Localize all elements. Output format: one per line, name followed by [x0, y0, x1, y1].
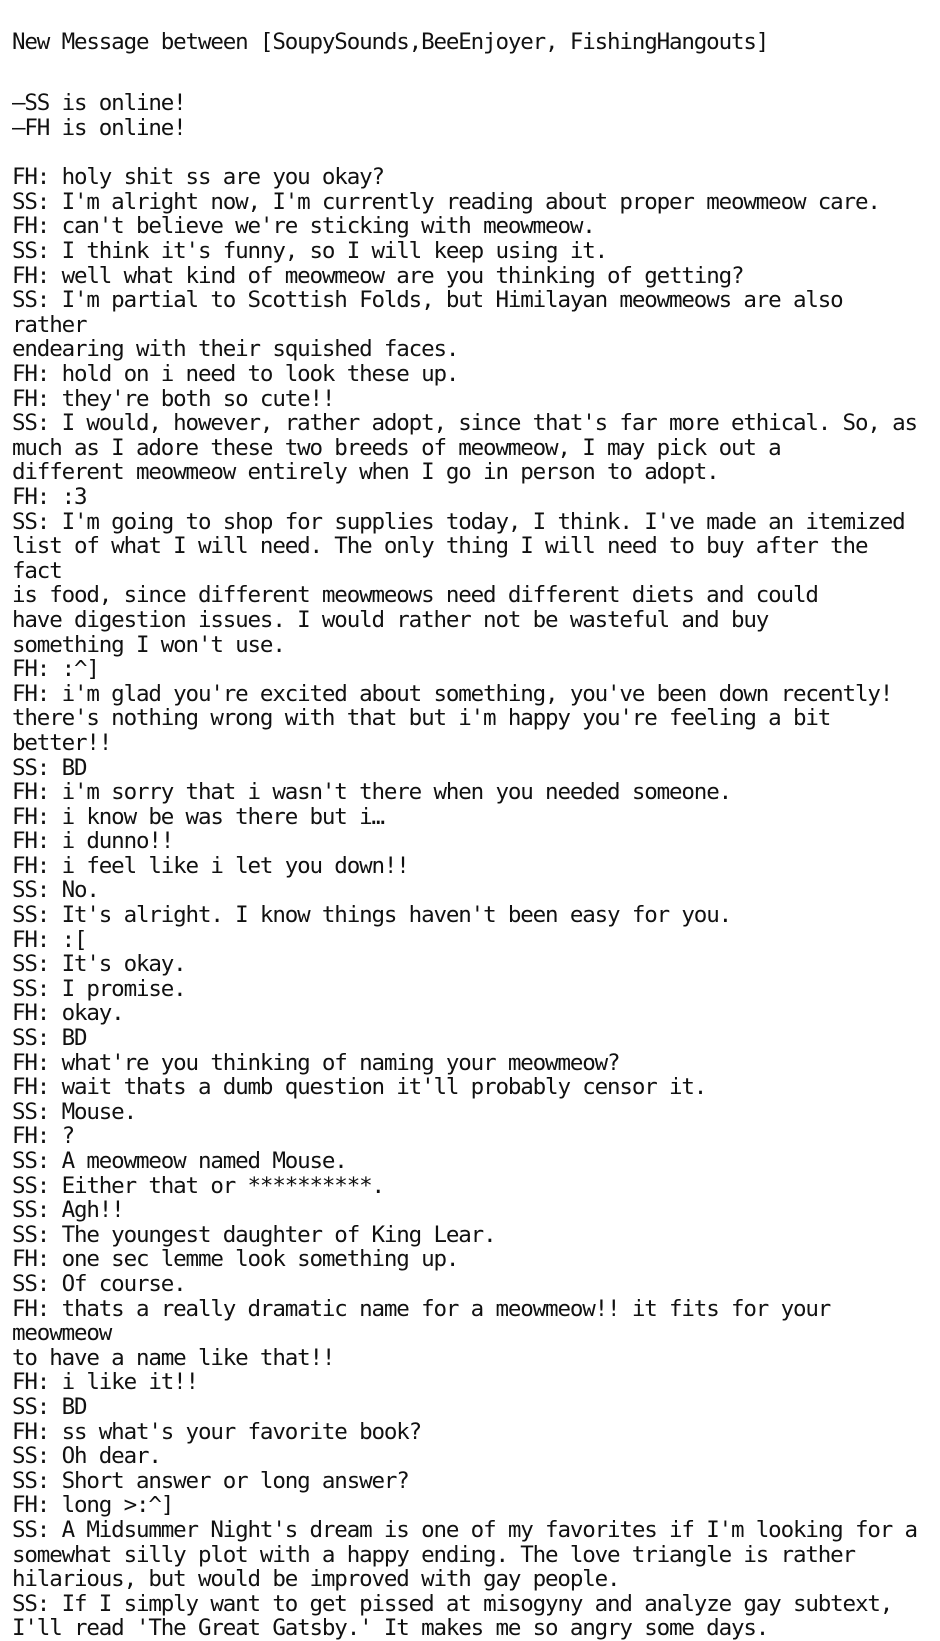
message-speaker: FH — [12, 680, 37, 707]
speaker-separator: : — [36, 975, 62, 1002]
message-text: BD — [61, 1025, 87, 1052]
status-list — [12, 91, 928, 140]
speaker-separator: : — [36, 213, 62, 240]
chat-message — [12, 878, 928, 903]
chat-message — [12, 362, 928, 387]
message-text: I promise. — [61, 975, 186, 1002]
message-text: hold on i need to look these up. — [61, 361, 459, 388]
chat-message — [12, 805, 928, 830]
speaker-separator: : — [36, 1197, 62, 1224]
chat-message — [12, 1370, 928, 1395]
chat-message — [12, 1395, 928, 1420]
speaker-separator: : — [36, 877, 62, 904]
message-speaker: SS — [12, 1443, 37, 1470]
speaker-separator: : — [36, 1000, 62, 1027]
chat-message — [12, 485, 928, 510]
chat-message — [12, 854, 928, 879]
message-speaker: FH — [12, 1000, 37, 1027]
message-text: Either that or **********. — [61, 1172, 384, 1199]
speaker-separator: : — [36, 1172, 62, 1199]
message-speaker: SS — [12, 238, 37, 265]
chat-message — [12, 1592, 928, 1641]
chat-message — [12, 1493, 928, 1518]
message-speaker: FH — [12, 1074, 37, 1101]
message-speaker: FH — [12, 1418, 37, 1445]
message-text: ss what's your favorite book? — [61, 1418, 422, 1445]
speaker-separator: : — [36, 1049, 62, 1076]
message-speaker: SS — [12, 1393, 37, 1420]
message-text: I'm going to shop for supplies today, I think. I've made an itemized list of what I will need. The only thing I will need to buy after the fact is food, since different meowmeows need different diets and could have digestion issues. I would rather not be wasteful and buy something I won't use. — [12, 508, 905, 658]
message-text: ? — [61, 1123, 74, 1150]
speaker-separator: : — [36, 951, 62, 978]
speaker-separator: : — [36, 1467, 62, 1494]
message-text: can't believe we're sticking with meowmeow. — [61, 213, 595, 240]
message-text: Of course. — [61, 1270, 186, 1297]
speaker-separator: : — [36, 1516, 62, 1543]
chat-message — [12, 239, 928, 264]
chat-message — [12, 977, 928, 1002]
speaker-separator: : — [36, 902, 62, 929]
message-speaker: FH — [12, 262, 37, 289]
chat-message — [12, 190, 928, 215]
chat-message — [12, 165, 928, 190]
message-speaker: FH — [12, 656, 37, 683]
chat-message — [12, 1223, 928, 1248]
message-text: one sec lemme look something up. — [61, 1246, 459, 1273]
chat-message — [12, 780, 928, 805]
speaker-separator: : — [36, 1123, 62, 1150]
speaker-separator: : — [36, 828, 62, 855]
message-speaker: SS — [12, 902, 37, 929]
message-text: Oh dear. — [61, 1443, 161, 1470]
message-speaker: FH — [12, 828, 37, 855]
message-speaker: SS — [12, 1270, 37, 1297]
chat-message — [12, 756, 928, 781]
chat-message — [12, 682, 928, 756]
chat-message — [12, 1469, 928, 1494]
speaker-separator: : — [36, 483, 62, 510]
speaker-separator: : — [36, 1418, 62, 1445]
chat-message — [12, 1124, 928, 1149]
speaker-separator: : — [36, 803, 62, 830]
message-text: i know be was there but i… — [61, 803, 384, 830]
status-line-ss: –SS is online! — [12, 90, 186, 117]
message-text: BD — [61, 1393, 87, 1420]
speaker-separator: : — [36, 754, 62, 781]
speaker-separator: : — [36, 1098, 62, 1125]
message-speaker: SS — [12, 1172, 37, 1199]
speaker-separator: : — [36, 926, 62, 953]
message-text: I'm alright now, I'm currently reading about proper meowmeow care. — [61, 188, 880, 215]
message-text: i'm sorry that i wasn't there when you needed someone. — [61, 779, 731, 806]
message-text: thats a really dramatic name for a meowmeow!! it fits for your meowmeow to have a name like that!! — [12, 1295, 831, 1371]
chat-message — [12, 1420, 928, 1445]
message-speaker: SS — [12, 1516, 37, 1543]
message-speaker: FH — [12, 213, 37, 240]
chat-message — [12, 387, 928, 412]
message-text: If I simply want to get pissed at misogyny and analyze gay subtext, I'll read 'The Great Gatsby.' It makes me so angry some days. — [12, 1590, 893, 1641]
chat-message — [12, 264, 928, 289]
message-text: I think it's funny, so I will keep using it. — [61, 238, 608, 265]
speaker-separator: : — [36, 164, 62, 191]
speaker-separator: : — [36, 1492, 62, 1519]
speaker-separator: : — [36, 287, 62, 314]
chat-message — [12, 1026, 928, 1051]
speaker-separator: : — [36, 508, 62, 535]
speaker-separator: : — [36, 779, 62, 806]
speaker-separator: : — [36, 680, 62, 707]
status-line-fh: –FH is online! — [12, 115, 186, 142]
message-text: long >:^] — [61, 1492, 174, 1519]
message-speaker: FH — [12, 1295, 37, 1322]
message-speaker: SS — [12, 410, 37, 437]
chat-message — [12, 1051, 928, 1076]
chat-message — [12, 411, 928, 485]
message-text: :^] — [61, 656, 99, 683]
message-text: :[ — [61, 926, 87, 953]
chat-message — [12, 1100, 928, 1125]
message-text: well what kind of meowmeow are you thinking of getting? — [61, 262, 744, 289]
message-text: It's okay. — [61, 951, 186, 978]
message-text: what're you thinking of naming your meowmeow? — [61, 1049, 620, 1076]
speaker-separator: : — [36, 1295, 62, 1322]
speaker-separator: : — [36, 1393, 62, 1420]
message-speaker: SS — [12, 1197, 37, 1224]
chat-message — [12, 1075, 928, 1100]
message-speaker: SS — [12, 1148, 37, 1175]
message-text: I'm partial to Scottish Folds, but Himilayan meowmeows are also rather endearing with their squished faces. — [12, 287, 843, 363]
speaker-separator: : — [36, 1074, 62, 1101]
message-text: I would, however, rather adopt, since that's far more ethical. So, as much as I adore these two breeds of meowmeow, I may pick out a different meowmeow entirely when I go in person to adopt. — [12, 410, 917, 486]
speaker-separator: : — [36, 238, 62, 265]
chat-message — [12, 214, 928, 239]
message-speaker: FH — [12, 361, 37, 388]
message-speaker: SS — [12, 1221, 37, 1248]
message-speaker: SS — [12, 975, 37, 1002]
message-text: i'm glad you're excited about something, you've been down recently! there's nothing wrong with that but i'm happy you're feeling a bit better!! — [12, 680, 893, 756]
chat-message — [12, 1198, 928, 1223]
message-speaker: SS — [12, 951, 37, 978]
chat-message — [12, 1444, 928, 1469]
message-speaker: FH — [12, 779, 37, 806]
message-log — [12, 165, 928, 1641]
conversation-title: New Message between [SoupySounds,BeeEnjoyer, FishingHangouts] — [12, 29, 769, 55]
message-text: The youngest daughter of King Lear. — [61, 1221, 496, 1248]
message-text: A Midsummer Night's dream is one of my favorites if I'm looking for a somewhat silly plot with a happy ending. The love triangle is rather hilarious, but would be improved with gay people. — [12, 1516, 917, 1593]
message-text: Agh!! — [61, 1197, 124, 1224]
message-speaker: FH — [12, 1492, 37, 1519]
message-text: Mouse. — [61, 1098, 136, 1125]
speaker-separator: : — [36, 1221, 62, 1248]
speaker-separator: : — [36, 1148, 62, 1175]
message-speaker: FH — [12, 1369, 37, 1396]
message-text: No. — [61, 877, 99, 904]
speaker-separator: : — [36, 1025, 62, 1052]
speaker-separator: : — [36, 1270, 62, 1297]
chat-message — [12, 1149, 928, 1174]
message-text: A meowmeow named Mouse. — [61, 1148, 347, 1175]
speaker-separator: : — [36, 656, 62, 683]
chat-message — [12, 510, 928, 658]
message-speaker: SS — [12, 754, 37, 781]
message-speaker: FH — [12, 1049, 37, 1076]
message-speaker: SS — [12, 508, 37, 535]
message-text: holy shit ss are you okay? — [61, 164, 384, 191]
chat-message — [12, 903, 928, 928]
message-speaker: SS — [12, 877, 37, 904]
message-speaker: FH — [12, 164, 37, 191]
chat-message — [12, 1174, 928, 1199]
chat-message — [12, 1518, 928, 1592]
message-speaker: SS — [12, 1098, 37, 1125]
message-text: It's alright. I know things haven't been easy for you. — [61, 902, 731, 929]
speaker-separator: : — [36, 852, 62, 879]
speaker-separator: : — [36, 410, 62, 437]
message-speaker: FH — [12, 1246, 37, 1273]
message-text: :3 — [61, 483, 87, 510]
chat-message — [12, 1001, 928, 1026]
chat-message — [12, 1297, 928, 1371]
message-speaker: FH — [12, 385, 37, 412]
message-speaker: SS — [12, 188, 37, 215]
chat-message — [12, 829, 928, 854]
message-text: i dunno!! — [61, 828, 174, 855]
message-speaker: FH — [12, 926, 37, 953]
chat-message — [12, 1247, 928, 1272]
speaker-separator: : — [36, 1369, 62, 1396]
speaker-separator: : — [36, 262, 62, 289]
speaker-separator: : — [36, 361, 62, 388]
message-speaker: SS — [12, 1025, 37, 1052]
message-speaker: FH — [12, 483, 37, 510]
speaker-separator: : — [36, 385, 62, 412]
chat-message — [12, 952, 928, 977]
message-speaker: SS — [12, 1590, 37, 1617]
speaker-separator: : — [36, 1246, 62, 1273]
message-text: okay. — [61, 1000, 124, 1027]
message-text: i like it!! — [61, 1369, 198, 1396]
message-text: BD — [61, 754, 87, 781]
speaker-separator: : — [36, 1590, 62, 1617]
message-speaker: SS — [12, 1467, 37, 1494]
message-speaker: FH — [12, 803, 37, 830]
speaker-separator: : — [36, 1443, 62, 1470]
message-text: Short answer or long answer? — [61, 1467, 409, 1494]
chat-message — [12, 288, 928, 362]
message-text: i feel like i let you down!! — [61, 852, 409, 879]
chat-message — [12, 928, 928, 953]
chat-message — [12, 1272, 928, 1297]
chat-message — [12, 657, 928, 682]
message-speaker: FH — [12, 852, 37, 879]
message-text: wait thats a dumb question it'll probably censor it. — [61, 1074, 707, 1101]
message-speaker: FH — [12, 1123, 37, 1150]
message-text: they're both so cute!! — [61, 385, 335, 412]
message-speaker: SS — [12, 287, 37, 314]
speaker-separator: : — [36, 188, 62, 215]
